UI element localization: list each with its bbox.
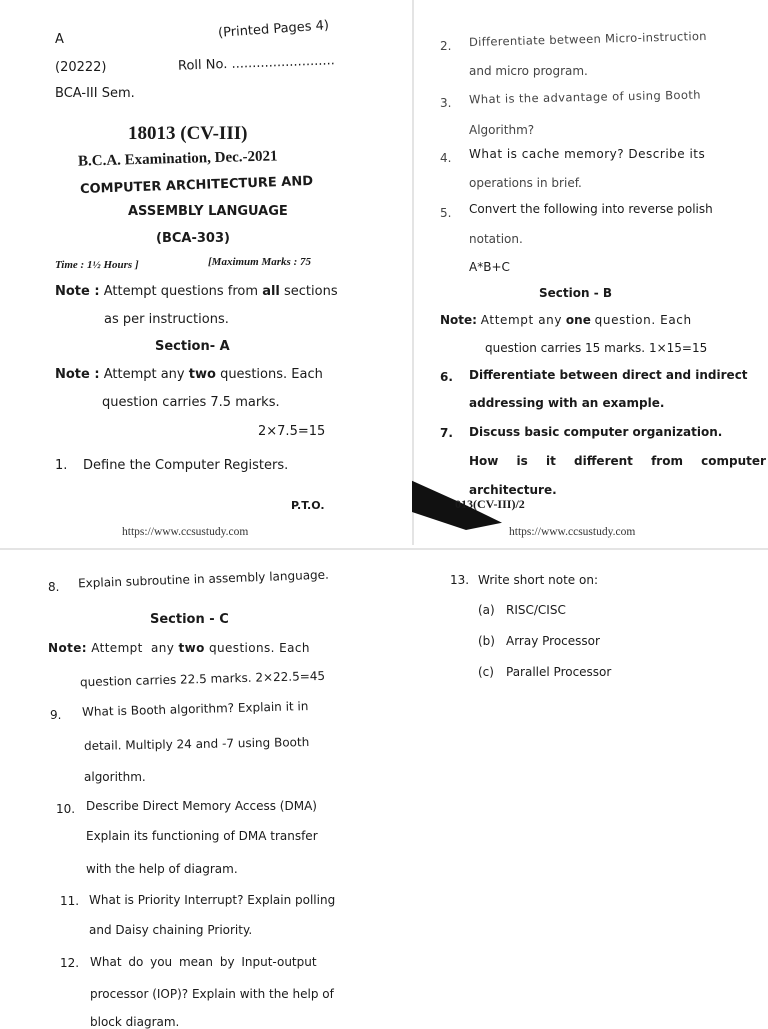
section-a-note (55, 367, 323, 382)
question-5-line-2: notation. (469, 232, 523, 246)
option-a-text: RISC/CISC (506, 603, 566, 617)
general-note-line-2: as per instructions. (104, 312, 229, 327)
page-footer-code: 013(CV-III)/2 (455, 497, 525, 511)
time-allowed: Time : 1½ Hours ] (55, 259, 139, 271)
question-13-text: Write short note on: (478, 573, 598, 587)
question-8-text: Explain subroutine in assembly language. (77, 567, 330, 591)
note-label: Note : (55, 284, 100, 299)
section-a-note-label: Note : (55, 367, 100, 382)
section-c-note-label: Note: (48, 641, 87, 655)
question-7-line-3: architecture. (469, 483, 557, 497)
option-b-text: Array Processor (506, 634, 600, 648)
question-7-line-2: How is it different from computer (469, 454, 766, 468)
horizontal-page-divider (0, 548, 768, 550)
question-8-number: 8. (48, 580, 60, 594)
set-label: A (55, 32, 64, 47)
source-url: https://www.ccsustudy.com (122, 526, 249, 538)
source-url: https://www.ccsustudy.com (509, 526, 636, 538)
question-7-number: 7. (440, 426, 453, 440)
question-4-line-1: What is cache memory? Describe its (469, 147, 706, 161)
option-c-label: (c) (478, 665, 494, 679)
question-11-number: 11. (60, 894, 80, 908)
question-5-expression: A*B+C (469, 260, 510, 274)
question-5-number: 5. (440, 206, 452, 220)
exam-title: B.C.A. Examination, Dec.-2021 (77, 148, 278, 170)
option-b-label: (b) (478, 634, 495, 648)
section-c-note-text: Attempt any (91, 641, 175, 655)
question-1 (55, 458, 288, 473)
printed-pages: (Printed Pages 4) (217, 18, 330, 41)
question-11-line-2: and Daisy chaining Priority. (89, 923, 253, 937)
question-10-line-3: with the help of diagram. (86, 862, 238, 876)
section-b-note-label: Note: (440, 313, 477, 327)
section-a-marks: 2×7.5=15 (258, 424, 326, 439)
section-a-note-emphasis: two (188, 367, 216, 382)
paper-code: 18013 (CV-III) (128, 123, 248, 144)
section-b-note (440, 313, 692, 327)
question-6-line-1: Differentiate between direct and indirect (469, 368, 748, 382)
question-4-line-2: operations in brief. (469, 176, 582, 190)
question-10-number: 10. (56, 802, 76, 816)
question-12-line-3: block diagram. (90, 1015, 180, 1029)
question-6-number: 6. (440, 370, 453, 384)
question-13-number: 13. (450, 573, 470, 587)
section-c-note-line-2: question carries 22.5 marks. 2×22.5=45 (79, 668, 326, 690)
option-c-text: Parallel Processor (506, 665, 612, 679)
note-text-end: sections (284, 284, 338, 299)
question-7-line-1: Discuss basic computer organization. (469, 425, 723, 439)
question-12-line-2: processor (IOP)? Explain with the help of (90, 987, 334, 1001)
section-a-note-text: Attempt any (103, 367, 185, 382)
section-a-note-line-2: question carries 7.5 marks. (102, 395, 280, 410)
section-c-heading: Section - C (150, 612, 229, 627)
course-code: (BCA-303) (156, 231, 230, 246)
section-a-heading: Section- A (155, 339, 230, 354)
section-a-note-text-end: questions. Each (220, 367, 323, 382)
section-b-note-line-2: question carries 15 marks. 1×15=15 (485, 341, 708, 355)
question-3-number: 3. (440, 96, 452, 110)
section-b-note-emphasis: one (565, 313, 591, 327)
semester: BCA-III Sem. (55, 86, 135, 101)
question-9-line-1: What is Booth algorithm? Explain it in (81, 699, 309, 719)
pto-label: P.T.O. (291, 499, 325, 512)
note-text: Attempt questions from (103, 284, 259, 299)
question-text: Define the Computer Registers. (83, 458, 289, 473)
question-4-number: 4. (440, 151, 452, 165)
question-2-line-2: and micro program. (469, 64, 588, 78)
general-note (55, 284, 338, 299)
section-b-note-text: Attempt any (480, 313, 563, 327)
question-number: 1. (55, 458, 68, 473)
question-9-number: 9. (50, 708, 62, 722)
note-emphasis: all (262, 284, 280, 299)
section-c-note (48, 641, 310, 655)
question-3-line-1: What is the advantage of using Booth (468, 87, 702, 107)
year-code: (20222) (55, 60, 107, 75)
section-c-note-emphasis: two (178, 641, 205, 655)
question-6-line-2: addressing with an example. (469, 396, 665, 410)
question-9-line-3: algorithm. (84, 770, 146, 784)
roll-number-field: Roll No. ......................... (177, 53, 335, 74)
option-a-label: (a) (478, 603, 495, 617)
question-12-line-1: What do you mean by Input-output (90, 955, 317, 969)
question-10-line-2: Explain its functioning of DMA transfer (86, 829, 318, 843)
section-b-note-text-end: question. Each (594, 313, 692, 327)
question-2-line-1: Differentiate between Micro-instruction (468, 28, 707, 50)
question-12-number: 12. (60, 956, 80, 970)
vertical-page-divider (412, 0, 414, 545)
subject-line-2: ASSEMBLY LANGUAGE (128, 204, 288, 219)
subject-line-1: COMPUTER ARCHITECTURE AND (79, 173, 314, 198)
question-10-line-1: Describe Direct Memory Access (DMA) (86, 799, 317, 813)
question-9-line-2: detail. Multiply 24 and -7 using Booth (83, 735, 310, 753)
question-5-line-1: Convert the following into reverse polish (469, 202, 713, 216)
question-3-line-2: Algorithm? (469, 123, 535, 137)
section-c-note-text-end: questions. Each (208, 641, 310, 655)
question-11-line-1: What is Priority Interrupt? Explain polling (89, 893, 336, 907)
question-2-number: 2. (440, 39, 452, 53)
section-b-heading: Section - B (539, 286, 613, 300)
maximum-marks: [Maximum Marks : 75 (208, 256, 311, 268)
